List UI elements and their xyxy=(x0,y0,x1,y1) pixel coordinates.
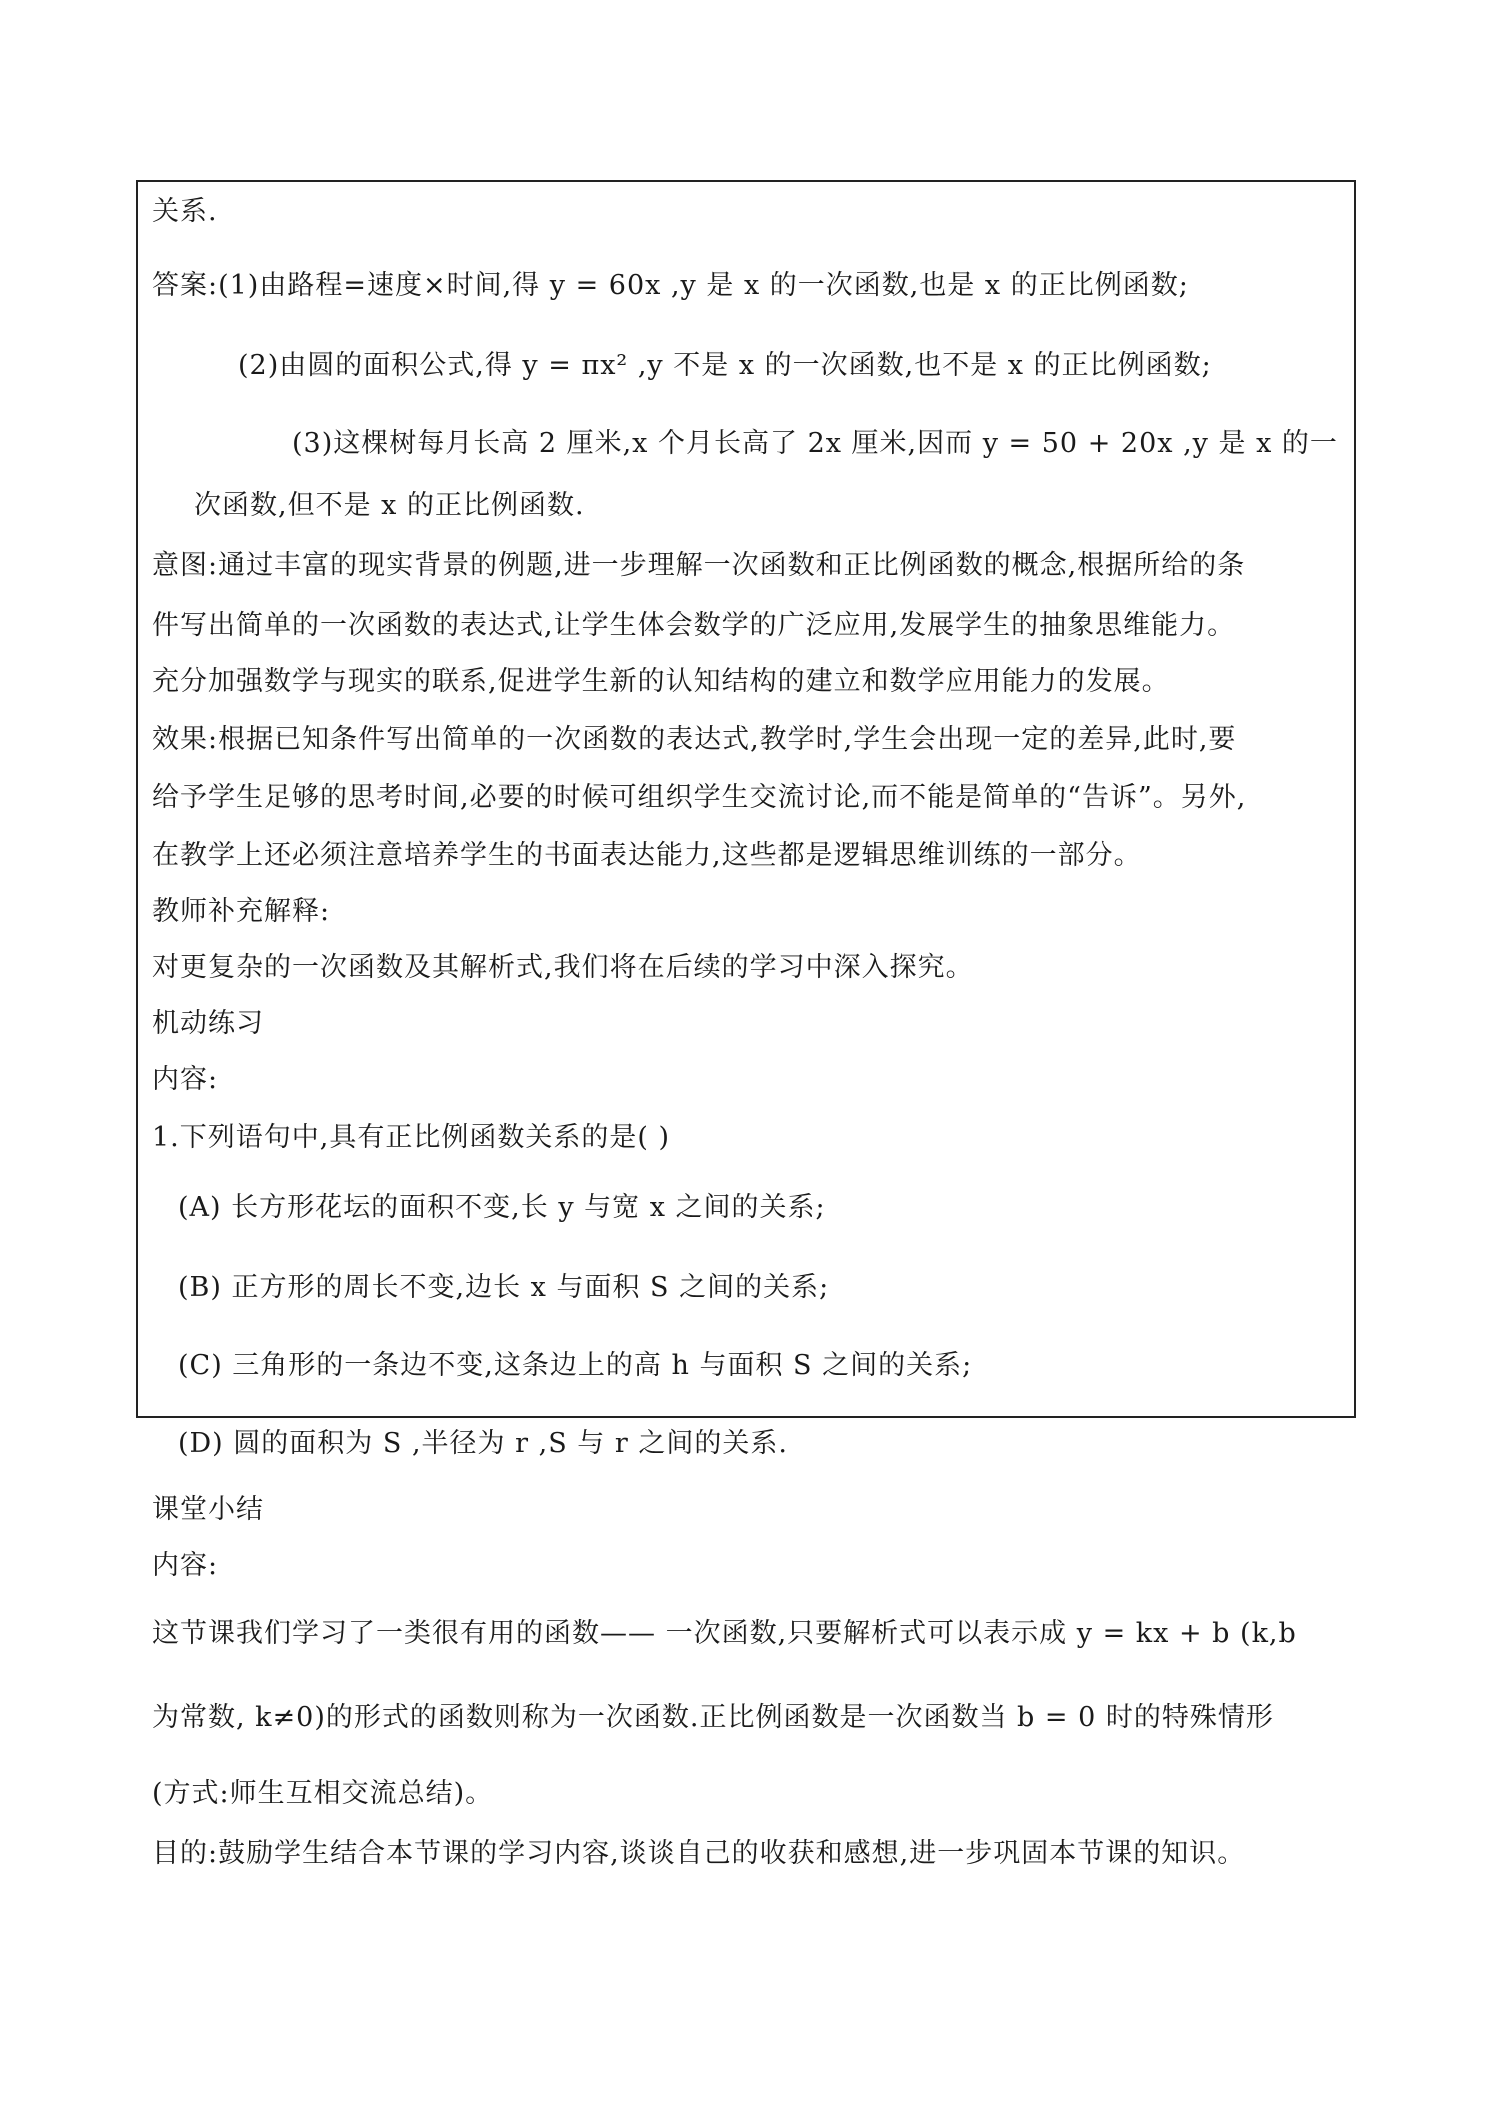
summary-content-label: 内容: xyxy=(152,1550,219,1581)
text-line-3 xyxy=(238,352,1212,379)
answer-3-text: (3)这棵树每月长高 2 厘米,x 个月长高了 2x 厘米,因而 y = 50 + 20x ,y 是 x 的一 xyxy=(292,428,1338,459)
text-line-25 xyxy=(152,1780,493,1807)
answer-3-cont-text: 次函数,但不是 x 的正比例函数. xyxy=(194,490,585,521)
text-line-16 xyxy=(152,1124,670,1151)
option-a xyxy=(178,1194,826,1221)
option-d xyxy=(178,1430,788,1457)
content-label: 内容: xyxy=(152,1064,219,1095)
option-d-text: (D) 圆的面积为 S ,半径为 r ,S 与 r 之间的关系. xyxy=(178,1428,788,1459)
text-line-21 xyxy=(152,1496,264,1523)
text-line-7 xyxy=(152,612,1235,639)
answer-1-text: 答案:(1)由路程=速度×时间,得 y = 60x ,y 是 x 的一次函数,也是 x 的正比例函数; xyxy=(152,270,1189,301)
teacher-note-text: 对更复杂的一次函数及其解析式,我们将在后续的学习中深入探究。 xyxy=(152,952,974,983)
text-line-14 xyxy=(152,1010,264,1037)
option-c-text: (C) 三角形的一条边不变,这条边上的高 h 与面积 S 之间的关系; xyxy=(178,1350,973,1381)
text-line-22 xyxy=(152,1552,218,1579)
text-line-5 xyxy=(194,492,585,519)
text-line-13 xyxy=(152,954,974,981)
text-line-1 xyxy=(152,198,218,225)
section-heading-practice: 机动练习 xyxy=(152,1008,264,1039)
option-c xyxy=(178,1352,972,1379)
purpose-text: 目的:鼓励学生结合本节课的学习内容,谈谈自己的收获和感想,进一步巩固本节课的知识。 xyxy=(152,1838,1246,1869)
effect-cont2-text: 在教学上还必须注意培养学生的书面表达能力,这些都是逻辑思维训练的一部分。 xyxy=(152,840,1142,871)
option-a-text: (A) 长方形花坛的面积不变,长 y 与宽 x 之间的关系; xyxy=(178,1192,826,1223)
text-line-15 xyxy=(152,1066,218,1093)
text-line-24 xyxy=(152,1704,1274,1731)
text-line-23 xyxy=(152,1620,1297,1647)
text-line-12 xyxy=(152,898,330,925)
text-line-9 xyxy=(152,726,1236,753)
text-line-8 xyxy=(152,668,1170,695)
effect-cont-text: 给予学生足够的思考时间,必要的时候可组织学生交流讨论,而不能是简单的“告诉”。另外, xyxy=(152,782,1247,813)
text-line-6 xyxy=(152,552,1245,579)
text-line-2 xyxy=(152,272,1189,299)
question-1-text: 1.下列语句中,具有正比例函数关系的是( ) xyxy=(152,1122,670,1153)
text-line-10 xyxy=(152,784,1246,811)
option-b xyxy=(178,1274,829,1301)
teacher-note-heading: 教师补充解释: xyxy=(152,896,331,927)
summary-text: 这节课我们学习了一类很有用的函数—— 一次函数,只要解析式可以表示成 y = kx + b (k,b xyxy=(152,1618,1297,1649)
summary-cont-text: 为常数, k≠0)的形式的函数则称为一次函数.正比例函数是一次函数当 b = 0 时的特殊情形 xyxy=(152,1702,1274,1733)
option-b-text: (B) 正方形的周长不变,边长 x 与面积 S 之间的关系; xyxy=(178,1272,830,1303)
intent-text: 意图:通过丰富的现实背景的例题,进一步理解一次函数和正比例函数的概念,根据所给的条 xyxy=(152,550,1246,581)
summary-method-text: (方式:师生互相交流总结)。 xyxy=(152,1778,494,1809)
intent-cont2-text: 充分加强数学与现实的联系,促进学生新的认知结构的建立和数学应用能力的发展。 xyxy=(152,666,1170,697)
intent-cont-text: 件写出简单的一次函数的表达式,让学生体会数学的广泛应用,发展学生的抽象思维能力。 xyxy=(152,610,1236,641)
section-heading-summary: 课堂小结 xyxy=(152,1494,264,1525)
text-line-26 xyxy=(152,1840,1245,1867)
line-text: 关系. xyxy=(152,196,218,227)
effect-text: 效果:根据已知条件写出简单的一次函数的表达式,教学时,学生会出现一定的差异,此时,要 xyxy=(152,724,1237,755)
text-line-4 xyxy=(292,430,1338,457)
answer-2-text: (2)由圆的面积公式,得 y = πx² ,y 不是 x 的一次函数,也不是 x 的正比例函数; xyxy=(238,350,1212,381)
text-line-11 xyxy=(152,842,1142,869)
